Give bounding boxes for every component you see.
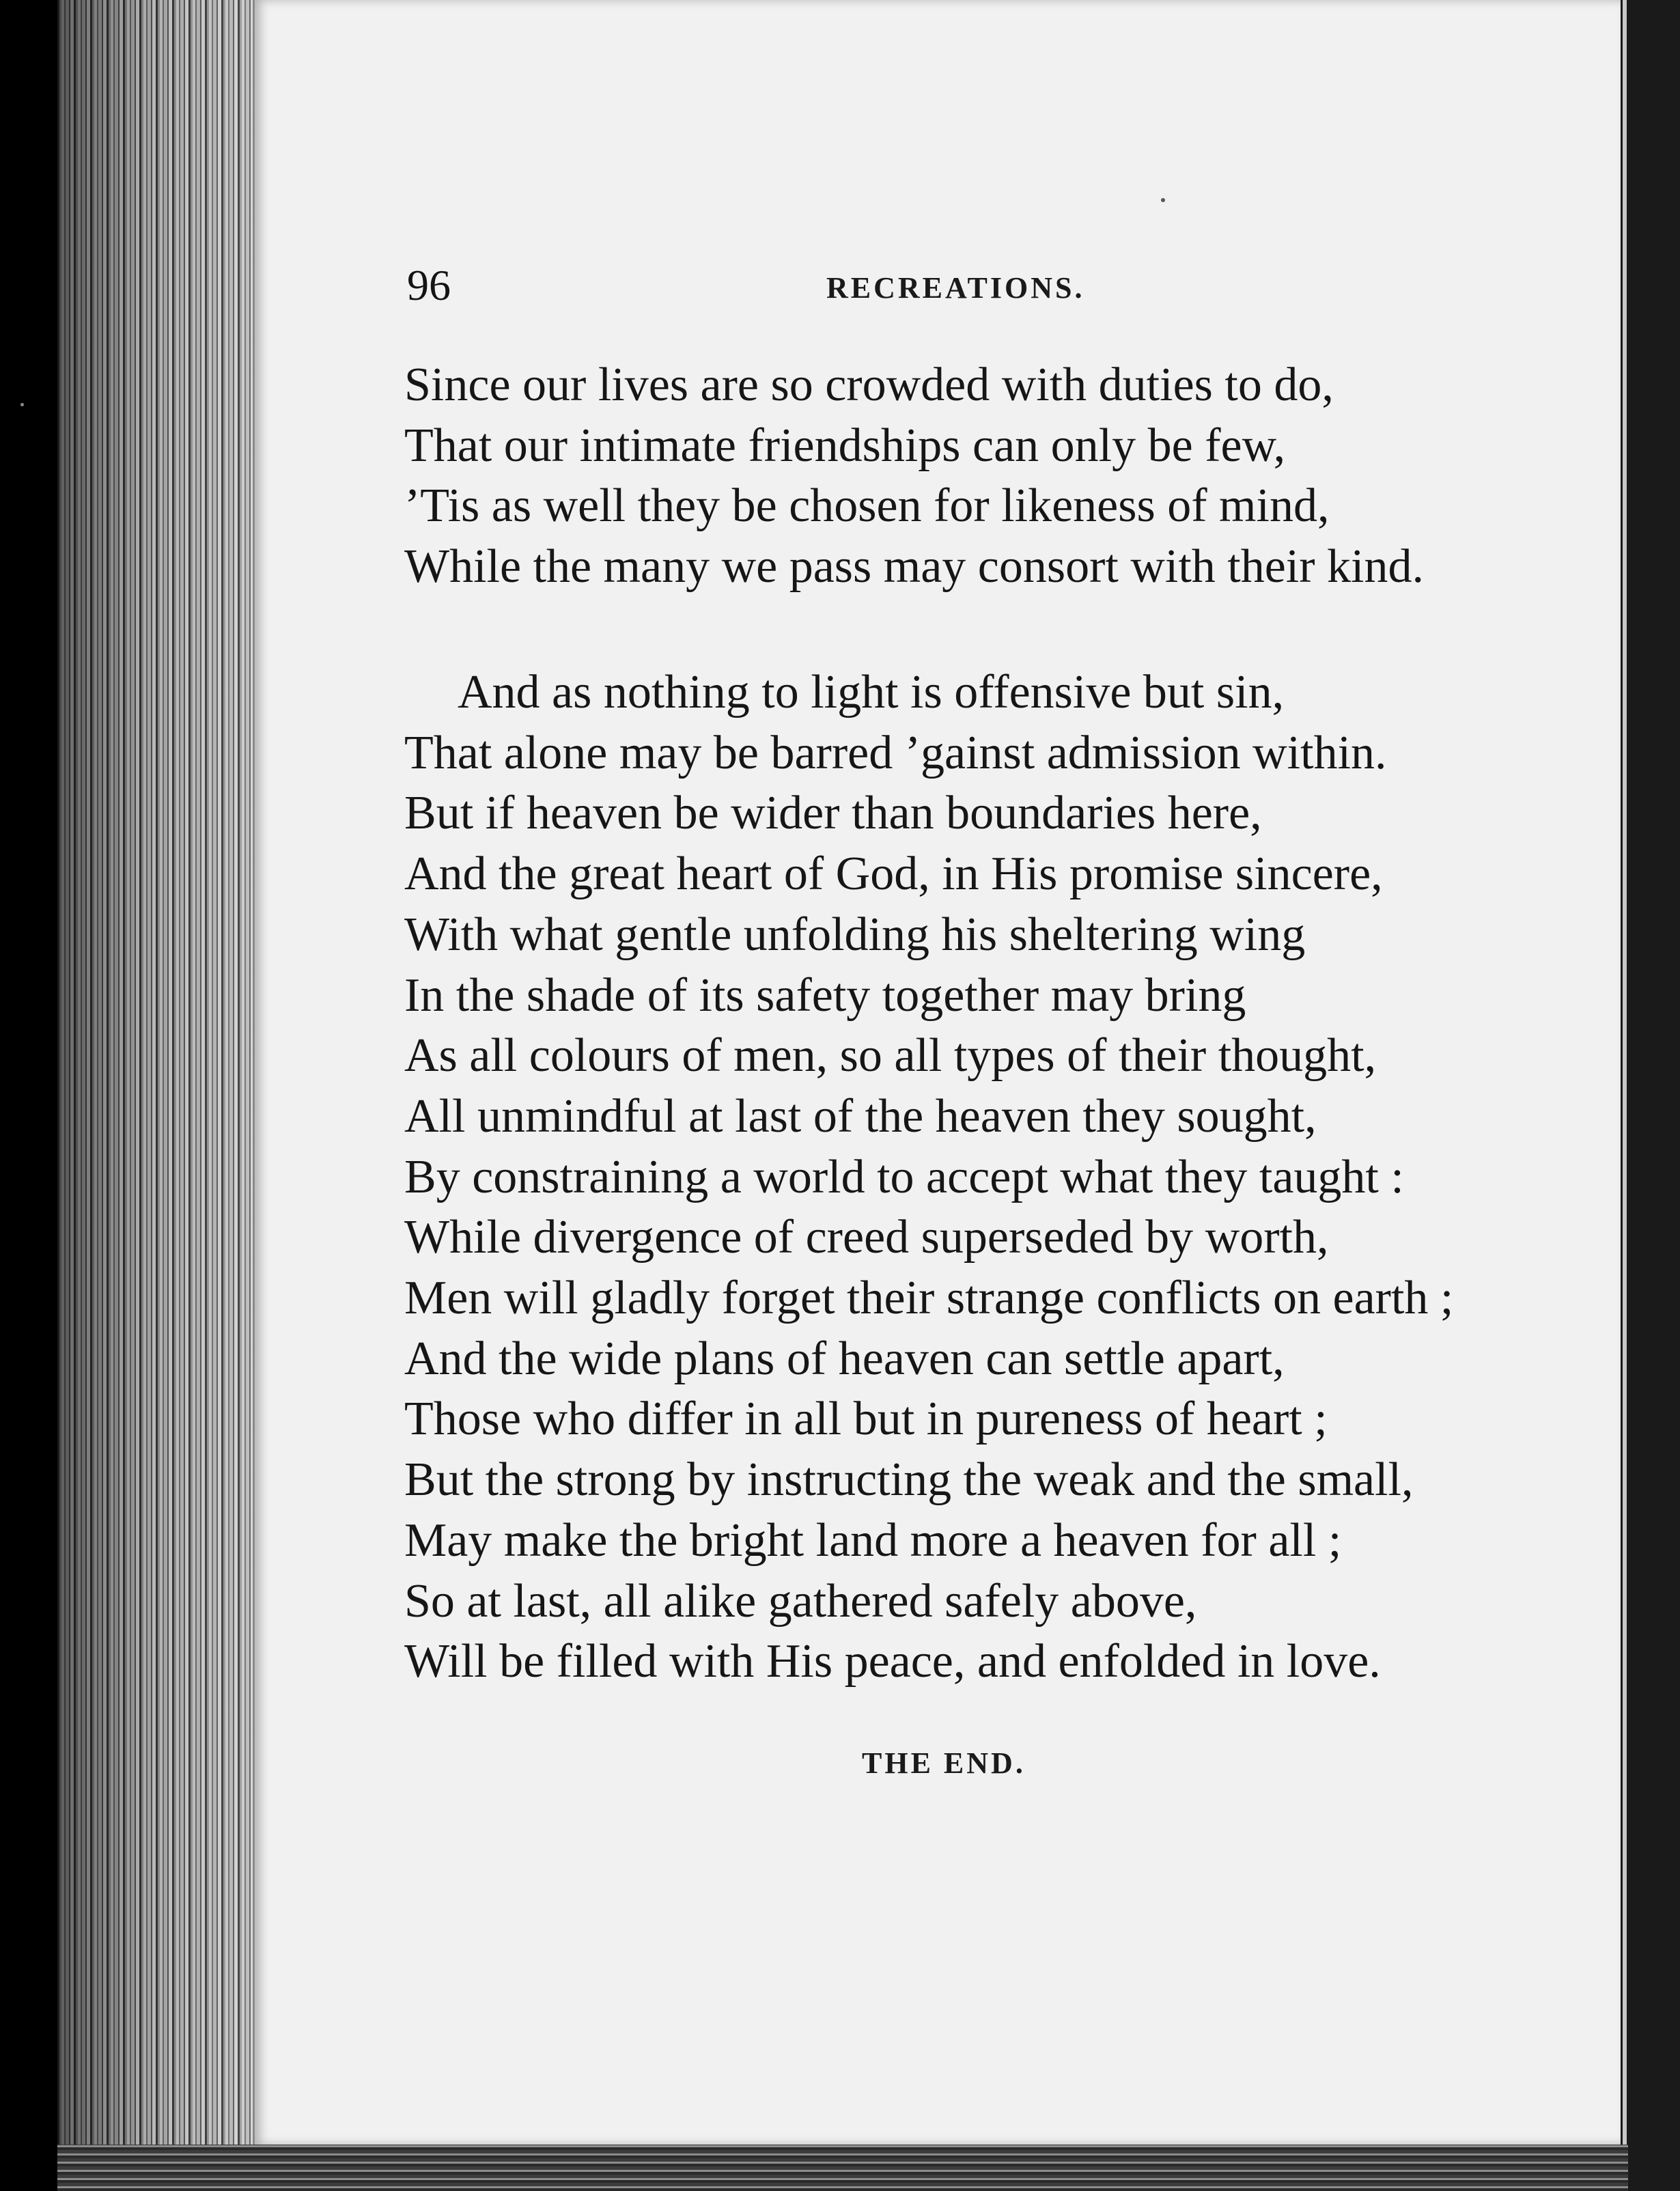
poem-line: And the great heart of God, in His promise sincere,: [404, 848, 1383, 901]
poem-line: By constraining a world to accept what they taught :: [404, 1150, 1404, 1203]
poem-line: With what gentle unfolding his sheltering wing: [404, 908, 1306, 961]
page-edges-shadow: [57, 0, 262, 2191]
poem-line: May make the bright land more a heaven for all ;: [404, 1513, 1342, 1567]
poem-line: That alone may be barred ’gainst admission within.: [404, 726, 1387, 779]
scan-speck: [20, 403, 24, 406]
poem-line: While divergence of creed superseded by worth,: [404, 1211, 1329, 1264]
poem-line: While the many we pass may consort with their kind.: [404, 540, 1425, 594]
facing-page-edge: [1623, 0, 1627, 2191]
poem-line: That our intimate friendships can only be few,: [404, 419, 1286, 472]
poem-line: ’Tis as well they be chosen for likeness of mind,: [404, 479, 1330, 533]
poem-line: In the shade of its safety together may bring: [404, 968, 1246, 1022]
running-title: RECREATIONS.: [826, 271, 1085, 305]
right-dark-margin: [1619, 0, 1680, 2191]
poem-stanza: [404, 662, 1524, 1692]
poem-line: And the wide plans of heaven can settle apart,: [404, 1332, 1285, 1385]
poem-line: Men will gladly forget their strange conflicts on earth ;: [404, 1272, 1454, 1325]
poem-stanza: [404, 355, 1524, 598]
bottom-page-stack: [57, 2145, 1628, 2191]
poem-line: As all colours of men, so all types of their thought,: [404, 1029, 1377, 1083]
poem-line: But if heaven be wider than boundaries here,: [404, 787, 1262, 840]
poem-line: And as nothing to light is offensive but sin,: [458, 666, 1285, 718]
poem-line: All unmindful at last of the heaven they sought,: [404, 1089, 1317, 1143]
poem-line: So at last, all alike gathered safely above,: [404, 1574, 1197, 1628]
poem-line: Since our lives are so crowded with duties to do,: [404, 359, 1334, 411]
poem-line: Those who differ in all but in pureness of heart ;: [404, 1393, 1328, 1446]
closing-text: THE END.: [862, 1746, 1026, 1780]
poem-line: Will be filled with His peace, and enfolded in love.: [404, 1635, 1381, 1688]
scan-speck: [1161, 198, 1165, 202]
running-head: [407, 258, 1377, 313]
poem-line: But the strong by instructing the weak and the small,: [404, 1453, 1414, 1507]
page-number: 96: [407, 261, 451, 309]
